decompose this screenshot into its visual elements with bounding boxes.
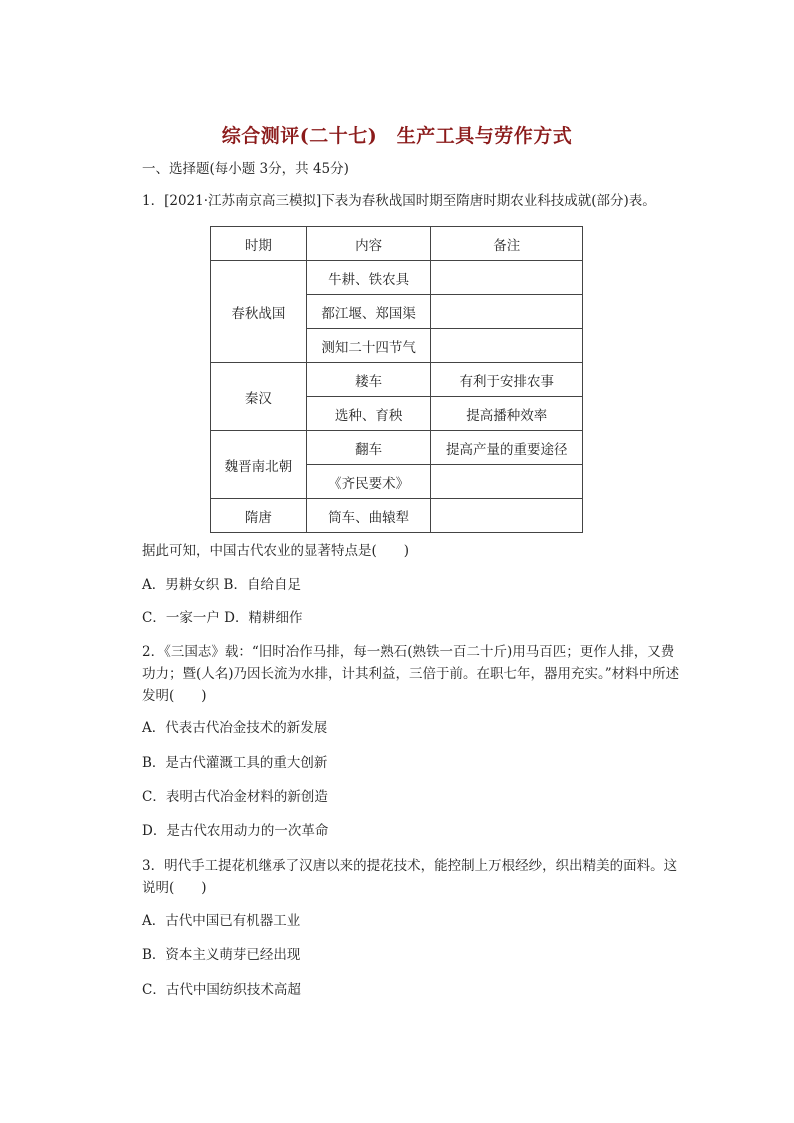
question-3-option: A．古代中国已有机器工业 xyxy=(142,913,301,929)
table-header-row xyxy=(211,227,583,261)
table-row xyxy=(211,431,583,465)
table-content-cell: 选种、育秧 xyxy=(306,397,431,431)
question-3-option: C．古代中国纺织技术高超 xyxy=(142,982,301,998)
table-note-cell xyxy=(431,499,583,533)
table-period-cell: 隋唐 xyxy=(211,499,307,533)
table-content-cell: 测知二十四节气 xyxy=(306,329,431,363)
table-content-cell: 牛耕、铁农具 xyxy=(306,261,431,295)
question-2-stem: 2．《三国志》载：“旧时冶作马排，每一熟石(熟铁一百二十斤)用马百匹；更作人排，又费功力；暨(人名)乃因长流为水排，计其利益，三倍于前。在职七年，器用充实。”材料中所述发明( ) xyxy=(142,644,680,704)
table-note-cell: 提高产量的重要途径 xyxy=(431,431,583,465)
table-content-cell: 翻车 xyxy=(306,431,431,465)
question-3-option: B．资本主义萌芽已经出现 xyxy=(142,947,301,963)
question-2-option: D．是古代农用动力的一次革命 xyxy=(142,823,329,839)
table-content-cell: 耧车 xyxy=(306,363,431,397)
question-2-option: B．是古代灌溉工具的重大创新 xyxy=(142,755,328,771)
question-2-option: A．代表古代冶金技术的新发展 xyxy=(142,720,328,736)
table-period-cell: 魏晋南北朝 xyxy=(211,431,307,499)
page-title: 综合测评(二十七) 生产工具与劳作方式 xyxy=(221,125,573,147)
question-1-prompt: 据此可知，中国古代农业的显著特点是( ) xyxy=(142,543,410,559)
table-header-content: 内容 xyxy=(306,227,431,261)
table-note-cell xyxy=(431,329,583,363)
question-2-option: C．表明古代冶金材料的新创造 xyxy=(142,789,328,805)
table-row xyxy=(211,499,583,533)
agri-tech-table xyxy=(210,226,583,533)
table-note-cell: 提高播种效率 xyxy=(431,397,583,431)
table-header-period: 时期 xyxy=(211,227,307,261)
table-note-cell xyxy=(431,261,583,295)
table-period-cell: 秦汉 xyxy=(211,363,307,431)
table-note-cell xyxy=(431,295,583,329)
table-period-cell: 春秋战国 xyxy=(211,261,307,363)
section-heading: 一、选择题(每小题 3分，共 45分) xyxy=(142,161,349,177)
table-header-note: 备注 xyxy=(431,227,583,261)
question-1-option: A．男耕女织 B．自给自足 xyxy=(142,577,301,593)
question-1-option: C．一家一户 D．精耕细作 xyxy=(142,610,303,626)
table-content-cell: 都江堰、郑国渠 xyxy=(306,295,431,329)
table-content-cell: 筒车、曲辕犁 xyxy=(306,499,431,533)
question-1-stem: 1．[2021·江苏南京高三模拟]下表为春秋战国时期至隋唐时期农业科技成就(部分)表。 xyxy=(142,193,656,209)
table-note-cell: 有利于安排农事 xyxy=(431,363,583,397)
table-content-cell: 《齐民要术》 xyxy=(306,465,431,499)
table-note-cell xyxy=(431,465,583,499)
table-row xyxy=(211,261,583,295)
table-row xyxy=(211,363,583,397)
question-3-stem: 3．明代手工提花机继承了汉唐以来的提花技术，能控制上万根经纱，织出精美的面料。这说明( ) xyxy=(142,858,678,896)
